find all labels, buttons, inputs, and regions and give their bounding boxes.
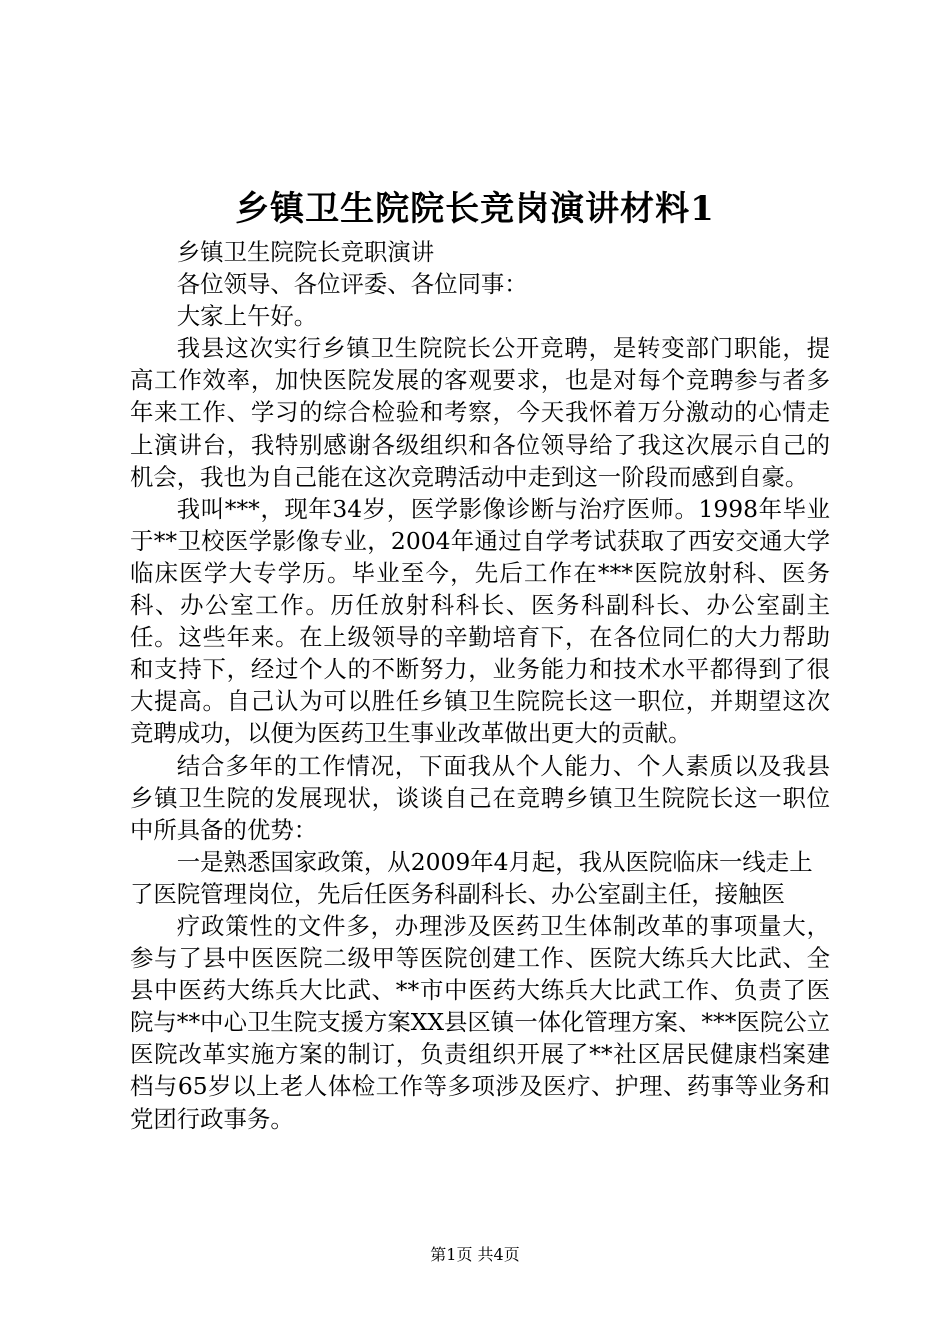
paragraph-subtitle: 乡镇卫生院院长竞职演讲	[176, 238, 435, 266]
document-body	[130, 236, 830, 1135]
paragraph: 一是熟悉国家政策，从2009年4月起，我从医院临床一线走上了医院管理岗位，先后任医务科副科长、办公室副主任，接触医	[130, 847, 813, 908]
paragraph: 疗政策性的文件多，办理涉及医药卫生体制改革的事项量大，参与了县中医医院二级甲等医院创建工作、医院大练兵大比武、全县中医药大练兵大比武、**市中医药大练兵大比武工作、负责了医院与**中心卫生院支援方案XX县区镇一体化管理方案、***医院公立医院改革实施方案的制订，负责组织开展了**社区居民健康档案建档与65岁以上老人体检工作等多项涉及医疗、护理、药事等业务和党团行政事务。	[130, 911, 830, 1133]
page-footer: 第1页 共4页	[430, 1245, 520, 1264]
paragraph-salutation: 各位领导、各位评委、各位同事：	[176, 270, 528, 299]
document-title: 乡镇卫生院院长竞岗演讲材料1	[235, 189, 715, 229]
paragraph: 结合多年的工作情况，下面我从个人能力、个人素质以及我县乡镇卫生院的发展现状，谈谈自己在竞聘乡镇卫生院院长这一职位中所具备的优势：	[130, 751, 830, 844]
paragraph-greeting: 大家上午好。	[176, 302, 318, 331]
paragraph: 我县这次实行乡镇卫生院院长公开竞聘，是转变部门职能，提高工作效率，加快医院发展的客观要求，也是对每个竞聘参与者多年来工作、学习的综合检验和考察，今天我怀着万分激动的心情走上演讲台，我特别感谢各级组织和各位领导给了我这次展示自己的机会，我也为自己能在这次竞聘活动中走到这一阶段而感到自豪。	[130, 334, 830, 491]
paragraph: 我叫***，现年34岁，医学影像诊断与治疗医师。1998年毕业于**卫校医学影像专业，2004年通过自学考试获取了西安交通大学临床医学大专学历。毕业至今，先后工作在***医院放射科、医务科、办公室工作。历任放射科科长、医务科副科长、办公室副主任。这些年来。在上级领导的辛勤培育下，在各位同仁的大力帮助和支持下，经过个人的不断努力，业务能力和技术水平都得到了很大提高。自己认为可以胜任乡镇卫生院院长这一职位，并期望这次竞聘成功，以便为医药卫生事业改革做出更大的贡献。	[130, 494, 830, 748]
